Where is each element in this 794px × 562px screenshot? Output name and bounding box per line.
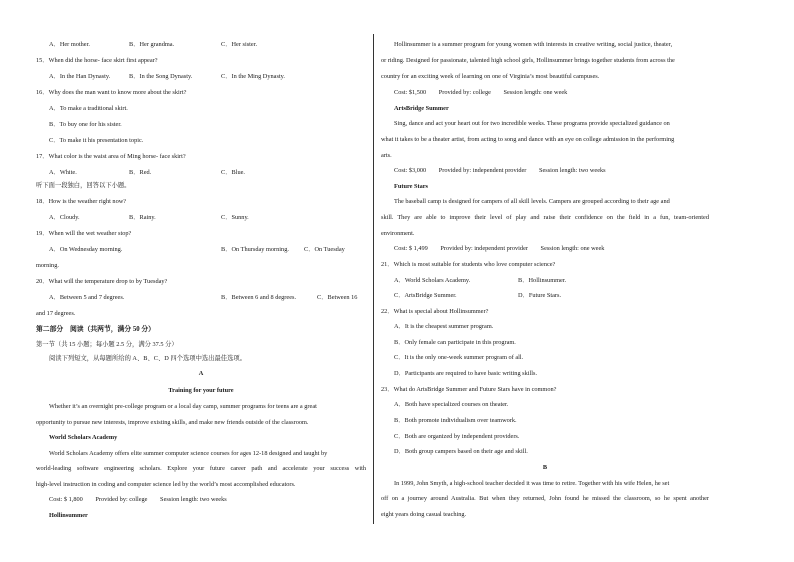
artsbridge-body-line-3: arts. (381, 152, 392, 159)
future-stars-body-line-2: skill. They are able to improve their level of play and raise their confidence on the field in a fun, team-oriented (381, 214, 709, 221)
q16-stem: 16．Why does the man want to know more about the skirt? (36, 89, 187, 96)
q20-option-b: B．Between 6 and 8 degrees. (221, 294, 297, 301)
q17-option-b: B．Red. (129, 169, 152, 176)
wsa-body-line-1: World Scholars Academy offers elite summer computer science courses for ages 12-18 designed and taught by (49, 450, 328, 457)
passage-b-line-3: eight years doing casual teaching. (381, 511, 467, 518)
q15-stem: 15．When did the horse- face skirt first appear? (36, 57, 158, 64)
q19-option-b: B．On Thursday morning. (221, 246, 289, 253)
q18-option-b: B．Rainy. (129, 214, 156, 221)
q16-option-c: C．To make it his presentation topic. (49, 137, 144, 144)
passage-a-title: Training for your future (168, 387, 234, 394)
hollinsummer-body-line-2: or riding. Designed for passionate, talented high school girls, Hollinsummer brings together students from across the (381, 57, 675, 64)
future-stars-body-line-3: environment. (381, 230, 415, 237)
q17-option-c: C．Blue. (221, 169, 245, 176)
q21-option-c: C．ArtsBridge Summer. (394, 292, 457, 299)
q19-option-c-wrap: morning. (36, 262, 59, 269)
hollinsummer-title: Hollinsummer (49, 512, 88, 519)
q17-option-a: A．White. (49, 169, 77, 176)
q22-option-b: B．Only female can participate in this program. (394, 339, 516, 346)
q23-stem: 23．What do ArtsBridge Summer and Future Stars have in common? (381, 386, 557, 393)
q20-stem: 20．What will the temperature drop to by Tuesday? (36, 278, 168, 285)
intro-line-2: opportunity to pursue new interests, improve existing skills, and make new friends outside of the classroom. (36, 419, 309, 426)
q23-option-b: B．Both promote individualism over teamwork. (394, 417, 517, 424)
hollinsummer-body-line-3: country for an exciting week of learning on one of Virginia’s most beautiful campuses. (381, 73, 600, 80)
q15-option-c: C．In the Ming Dynasty. (221, 73, 285, 80)
q23-option-c: C．Both are organized by independent providers. (394, 433, 520, 440)
q15-option-a: A．In the Han Dynasty. (49, 73, 111, 80)
q22-stem: 22．What is special about Hollinsummer? (381, 308, 489, 315)
artsbridge-title: ArtsBridge Summer (394, 105, 449, 112)
q18-option-c: C．Sunny. (221, 214, 249, 221)
section1-heading: 第一节（共 15 小题；每小题 2.5 分，满分 37.5 分） (36, 341, 178, 348)
wsa-body-line-3: high-level instruction in coding and computer science led by the world’s most accomplished educators. (36, 481, 296, 488)
section1-instruction: 阅读下列短文，从每题所给的 A、B、C、D 四个选项中选出最佳选项。 (49, 355, 246, 362)
q20-option-c-wrap: and 17 degrees. (36, 310, 76, 317)
q18-option-a: A．Cloudy. (49, 214, 80, 221)
column-divider (373, 34, 374, 524)
q22-option-d: D．Participants are required to have basic writing skills. (394, 370, 538, 377)
q22-option-c: C．It is the only one-week summer program of all. (394, 354, 524, 361)
q14-option-a: A．Her mother. (49, 41, 90, 48)
q21-option-d: D．Future Stars. (518, 292, 562, 299)
future-stars-body-line-1: The baseball camp is designed for campers of all skill levels. Campers are grouped according to their age and (394, 198, 670, 205)
q21-stem: 21．Which is most suitable for students who love computer science? (381, 261, 556, 268)
artsbridge-info: Cost: $3,000 Provided by: independent provider Session length: two weeks (394, 167, 606, 174)
listening-instruction: 听下面一段独白，回答以下小题。 (36, 182, 131, 189)
wsa-title: World Scholars Academy (49, 434, 118, 441)
hollinsummer-info: Cost: $1,500 Provided by: college Session length: one week (394, 89, 568, 96)
q14-option-c: C．Her sister. (221, 41, 258, 48)
intro-line-1: Whether it’s an overnight pre-college program or a local day camp, summer programs for teens are a great (49, 403, 317, 410)
q15-option-b: B．In the Song Dynasty. (129, 73, 193, 80)
q21-option-a: A．World Scholars Academy. (394, 277, 471, 284)
passage-b-line-1: In 1999, John Smyth, a high-school teacher decided it was time to retire. Together with his wife Helen, he set (394, 480, 670, 487)
passage-b-label: B (542, 464, 548, 471)
wsa-body-line-2: world-leading software engineering scholars. Explore your future career path and accelerate your success with (36, 465, 366, 472)
future-stars-title: Future Stars (394, 183, 428, 190)
artsbridge-body-line-2: what it takes to be a theater artist, from acting to song and dance with an eye on college admission in the performing (381, 136, 675, 143)
q23-option-d: D．Both group campers based on their age and skill. (394, 448, 528, 455)
hollinsummer-body-line-1: Hollinsummer is a summer program for young women with interests in creative writing, social justice, theater, (394, 41, 673, 48)
q22-option-a: A．It is the cheapest summer program. (394, 323, 494, 330)
q16-option-b: B．To buy one for his sister. (49, 121, 122, 128)
q21-option-b: B．Hollinsummer. (518, 277, 567, 284)
passage-a-label: A (198, 370, 204, 377)
q20-option-a: A．Between 5 and 7 degrees. (49, 294, 125, 301)
passage-b-line-2: off on a journey around Australia. But when they returned, John found he missed the classroom, so he spent another (381, 495, 709, 502)
q19-stem: 19．When will the wet weather stop? (36, 230, 132, 237)
artsbridge-body-line-1: Sing, dance and act your heart out for two incredible weeks. These programs provide specialized guidance on (394, 120, 670, 127)
q23-option-a: A．Both have specialized courses on theater. (394, 401, 509, 408)
wsa-info: Cost: $ 1,800 Provided by: college Session length: two weeks (49, 496, 227, 503)
q16-option-a: A．To make a traditional skirt. (49, 105, 128, 112)
q18-stem: 18．How is the weather right now? (36, 198, 127, 205)
q19-option-c: C．On Tuesday (304, 246, 345, 253)
q17-stem: 17．What color is the waist area of Ming horse- face skirt? (36, 153, 186, 160)
future-stars-info: Cost: $ 1,499 Provided by: independent provider Session length: one week (394, 245, 605, 252)
part2-title: 第二部分 阅读（共两节，满分 50 分） (36, 326, 155, 333)
q19-option-a: A．On Wednesday morning. (49, 246, 123, 253)
q20-option-c: C．Between 16 (317, 294, 358, 301)
q14-option-b: B．Her grandma. (129, 41, 175, 48)
